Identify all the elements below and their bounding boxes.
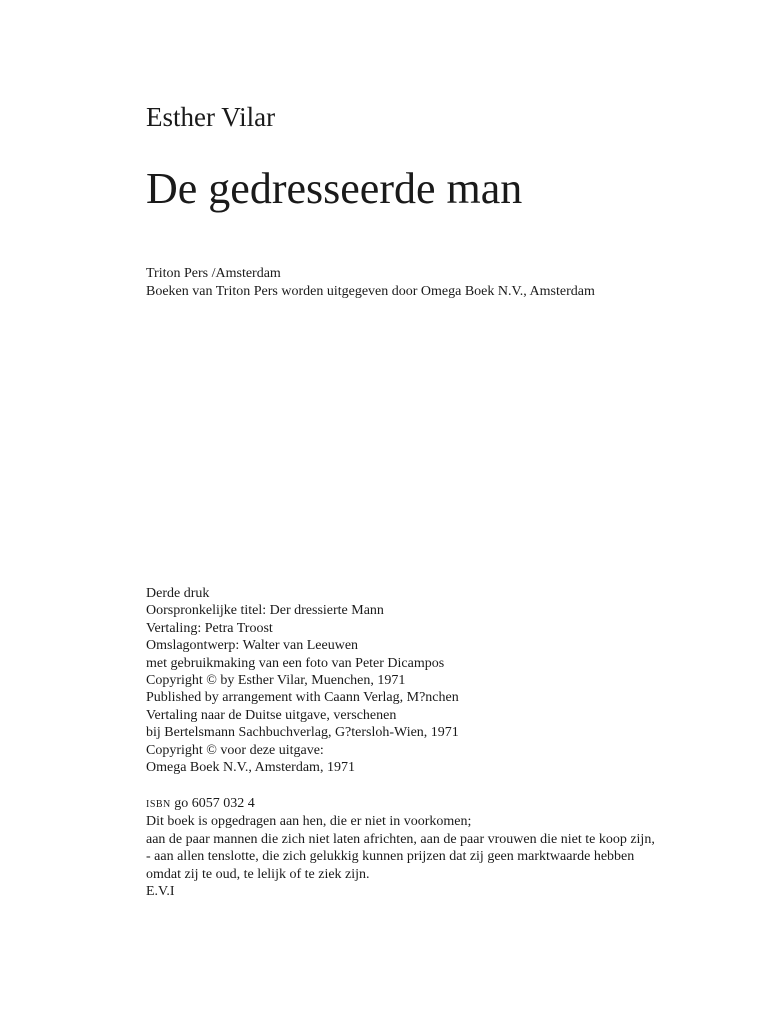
isbn-label: ISBN [146, 799, 171, 810]
colophon-block [146, 585, 459, 776]
colophon-line: met gebruikmaking van een foto van Peter Dicampos [146, 655, 445, 671]
colophon-line: Omslagontwerp: Walter van Leeuwen [146, 638, 359, 654]
publisher-block [146, 265, 595, 301]
publisher-line: Triton Pers /Amsterdam [146, 266, 281, 281]
dedication-line: aan de paar mannen die zich niet laten africhten, aan de paar vrouwen die niet te koop zijn, [146, 831, 655, 847]
dedication-line: - aan allen tenslotte, die zich gelukkig kunnen prijzen dat zij geen marktwaarde hebben [146, 849, 635, 865]
colophon-line: Derde druk [146, 586, 210, 601]
colophon-line: Oorspronkelijke titel: Der dressierte Mann [146, 603, 384, 619]
colophon-line: Vertaling: Petra Troost [146, 620, 273, 636]
colophon-line: Copyright © voor deze uitgave: [146, 742, 324, 758]
dedication-line: omdat zij te oud, te lelijk of te ziek zijn. [146, 866, 370, 882]
publisher-line: Boeken van Triton Pers worden uitgegeven door Omega Boek N.V., Amsterdam [146, 284, 595, 299]
dedication-block [146, 795, 655, 900]
dedication-line: Dit boek is opgedragen aan hen, die er niet in voorkomen; [146, 814, 472, 830]
colophon-line: bij Bertelsmann Sachbuchverlag, G?tersloh-Wien, 1971 [146, 725, 459, 741]
colophon-line: Copyright © by Esther Vilar, Muenchen, 1971 [146, 673, 406, 689]
colophon-line: Vertaling naar de Duitse uitgave, verschenen [146, 707, 397, 723]
book-title: De gedresseerde man [146, 164, 523, 213]
isbn-line [146, 795, 655, 813]
colophon-line: Published by arrangement with Caann Verlag, M?nchen [146, 690, 459, 706]
author-name: Esther Vilar [146, 102, 276, 132]
isbn-value: go 6057 032 4 [174, 796, 255, 811]
colophon-line: Omega Boek N.V., Amsterdam, 1971 [146, 760, 355, 776]
dedication-signature: E.V.I [146, 884, 175, 900]
